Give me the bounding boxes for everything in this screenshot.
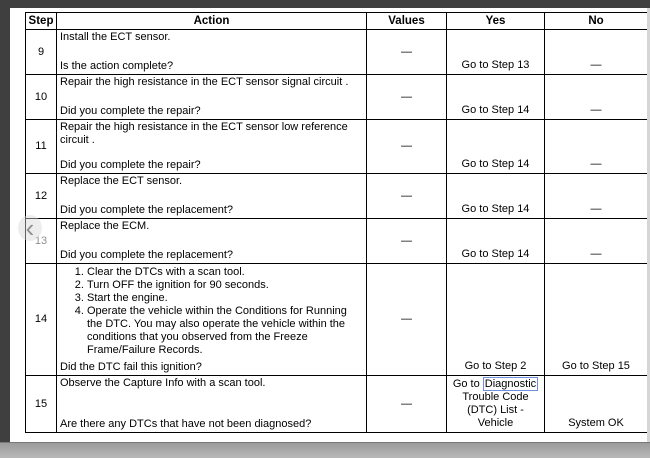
action-cell (57, 120, 367, 174)
no-cell: System OK (545, 376, 648, 433)
diagnostic-table (25, 12, 649, 433)
no-cell: — (545, 219, 648, 264)
action-cell (57, 30, 367, 75)
yes-cell: Go to Step 2 (447, 264, 545, 376)
yes-cell (447, 376, 545, 433)
yes-cell: Go to Step 14 (447, 219, 545, 264)
step-cell: 11 (26, 120, 57, 174)
table-row-step-9 (26, 30, 649, 75)
step-cell: 15 (26, 376, 57, 433)
action-question: Did the DTC fail this ignition? (60, 361, 202, 373)
yes-text-prefix: Go to (452, 378, 483, 390)
action-question: Did you complete the replacement? (60, 249, 234, 261)
yes-cell: Go to Step 14 (447, 75, 545, 120)
action-text: Repair the high resistance in the ECT sensor signal circuit . (60, 76, 349, 88)
col-header-action: Action (57, 13, 367, 30)
action-list-item: 4. Operate the vehicle within the Conditions for Running the DTC. You may also operate the vehicle within the conditions that you observed from the Freeze Frame/Failure Records. (87, 305, 363, 357)
action-list-item: 1. Clear the DTCs with a scan tool. (87, 266, 363, 279)
table-header-row (26, 13, 649, 30)
yes-cell: Go to Step 14 (447, 120, 545, 174)
action-numbered-list (60, 266, 363, 357)
table-row-step-15 (26, 376, 649, 433)
col-header-step: Step (26, 13, 57, 30)
action-question: Is the action complete? (60, 60, 174, 72)
search-highlight: Diagnostic (484, 378, 537, 390)
action-cell (57, 376, 367, 433)
yes-cell: Go to Step 13 (447, 30, 545, 75)
col-header-values: Values (367, 13, 447, 30)
action-list-item: 2. Turn OFF the ignition for 90 seconds. (87, 279, 363, 292)
yes-cell: Go to Step 14 (447, 174, 545, 219)
col-header-yes: Yes (447, 13, 545, 30)
no-cell: — (545, 174, 648, 219)
no-cell: — (545, 75, 648, 120)
window-frame-left (0, 0, 10, 458)
action-question: Did you complete the replacement? (60, 204, 234, 216)
window-frame-bottom-bar (0, 442, 650, 458)
action-question: Did you complete the repair? (60, 159, 201, 171)
action-cell (57, 174, 367, 219)
action-cell (57, 264, 367, 376)
step-cell: 13 (26, 219, 57, 264)
action-cell (57, 219, 367, 264)
table-row-step-11 (26, 120, 649, 174)
yes-text-suffix: Trouble Code (DTC) List - Vehicle (462, 391, 529, 429)
action-question: Are there any DTCs that have not been diagnosed? (60, 418, 312, 430)
yes-link-text (450, 378, 541, 430)
action-text: Repair the high resistance in the ECT sensor low reference circuit . (60, 121, 348, 146)
step-cell: 14 (26, 264, 57, 376)
action-text: Install the ECT sensor. (60, 31, 171, 43)
values-cell: — (367, 30, 447, 75)
table-row-step-12 (26, 174, 649, 219)
step-cell: 12 (26, 174, 57, 219)
window-frame-top (0, 0, 650, 8)
action-list-item: 3. Start the engine. (87, 292, 363, 305)
table-row-step-10 (26, 75, 649, 120)
no-cell: — (545, 120, 648, 174)
previous-page-chevron-icon[interactable]: ‹ (18, 215, 42, 241)
action-text: Observe the Capture Info with a scan tool. (60, 377, 266, 389)
action-cell (57, 75, 367, 120)
action-question: Did you complete the repair? (60, 105, 201, 117)
action-text: Replace the ECT sensor. (60, 175, 183, 187)
action-text: Replace the ECM. (60, 220, 150, 232)
values-cell: — (367, 174, 447, 219)
table-row-step-14 (26, 264, 649, 376)
no-cell: Go to Step 15 (545, 264, 648, 376)
values-cell: — (367, 75, 447, 120)
values-cell: — (367, 264, 447, 376)
table-row-step-13 (26, 219, 649, 264)
step-cell: 10 (26, 75, 57, 120)
no-cell: — (545, 30, 648, 75)
col-header-no: No (545, 13, 648, 30)
values-cell: — (367, 120, 447, 174)
step-cell: 9 (26, 30, 57, 75)
values-cell: — (367, 219, 447, 264)
values-cell: — (367, 376, 447, 433)
